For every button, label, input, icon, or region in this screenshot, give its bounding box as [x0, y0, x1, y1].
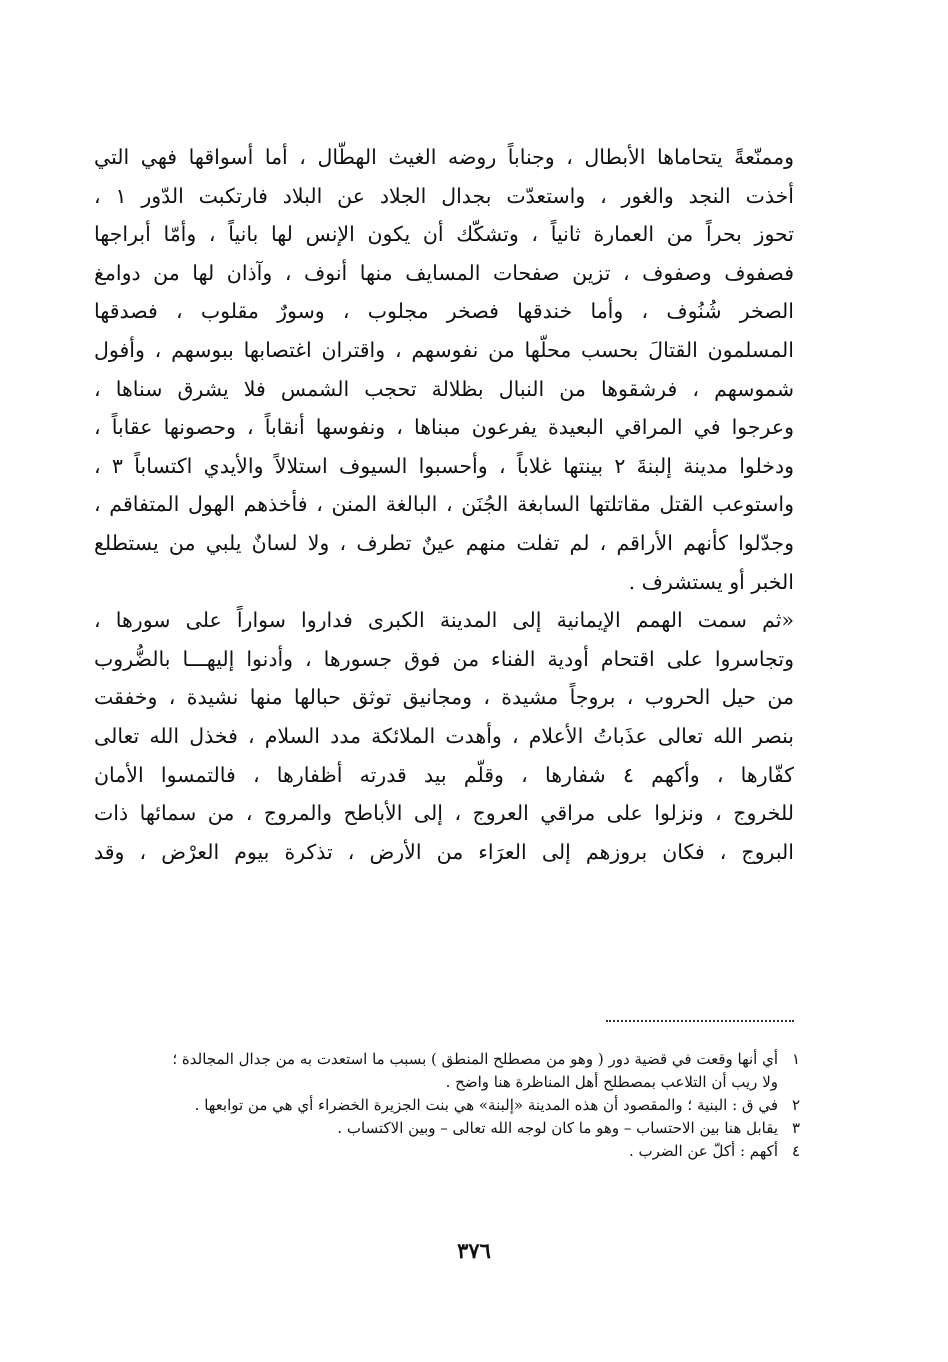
text-line: البروج ، فكان بروزهم إلى العرَاء من الأرض ، تذكرة بيوم العرْض ، وقد: [94, 839, 794, 864]
text-line: شموسهم ، فرشقوها من النبال بظلالة تحجب الشمس فلا يشرق سناها ،: [94, 376, 794, 401]
footnote-separator: [606, 1020, 794, 1022]
text-line: من حيل الحروب ، بروجاً مشيدة ، ومجانيق توثق حبالها منها نشيدة ، وخفقت: [94, 685, 794, 710]
footnote-text: يقابل هنا بين الاحتساب – وهو ما كان لوجه الله تعالى – وبين الاكتساب .: [337, 1119, 778, 1137]
text-line: بنصر الله تعالى عذَباتُ الأعلام ، وأهدت الملائكة مدد السلام ، فخذل الله تعالى: [94, 723, 794, 748]
footnotes: [110, 1048, 800, 1163]
main-text: [94, 138, 794, 871]
text-line: ودخلوا مدينة إلبنةَ ٢ بينتها غلاباً ، وأحسبوا السيوف استلالاً والأيدي اكتساباً ٣ ،: [94, 453, 794, 478]
text-line: وجدّلوا كأنهم الأراقم ، لم تفلت منهم عينٌ تطرف ، ولا لسانٌ يلبي من يستطلع: [94, 530, 794, 555]
footnote: [110, 1140, 800, 1163]
footnote-text: ولا ريب أن التلاعب بمصطلح أهل المناظرة هنا واضح .: [445, 1073, 778, 1091]
footnote: [110, 1048, 800, 1071]
footnote-text: أكهم : أكلّ عن الضرب .: [628, 1142, 778, 1160]
text-line: أخذت النجد والغور ، واستعدّت بجدال الجلاد عن البلاد فارتكبت الدّور ١ ،: [94, 183, 794, 208]
text-line: الخبر أو يستشرف .: [628, 569, 794, 594]
footnote-number: ٣: [791, 1119, 800, 1137]
page-number: ٣٧٦: [457, 1238, 491, 1263]
footnote: [110, 1117, 800, 1140]
text-line: تحوز بحراً من العمارة ثانياً ، وتشكّك أن يكون الإنس لها بانياً ، وأمّا أبراجها: [94, 222, 794, 247]
text-line: «ثم سمت الهمم الإيمانية إلى المدينة الكبرى فداروا سواراً على سورها ،: [94, 608, 794, 633]
text-line: وتجاسروا على اقتحام أودية الفناء من فوق جسورها ، وأدنوا إليهـــا بالضُّروب: [94, 646, 794, 671]
footnote-number: ٢: [791, 1096, 800, 1114]
footnote: [110, 1071, 800, 1094]
text-line: الصخر شُنُوف ، وأما خندقها فصخر مجلوب ، وسورٌ مقلوب ، فصدقها: [94, 299, 794, 324]
footnote-number: ١: [791, 1050, 800, 1068]
text-line: فصفوف وصفوف ، تزين صفحات المسايف منها أنوف ، وآذان لها من دوامغ: [94, 260, 794, 285]
text-line: وممنّعةً يتحاماها الأبطال ، وجناباً روضه الغيث الهطّال ، أما أسواقها فهي التي: [94, 145, 794, 169]
text-line: كفّارها ، وأكهم ٤ شفارها ، وقلّم بيد قدرته أظفارها ، فالتمسوا الأمان: [94, 762, 794, 787]
text-line: وعرجوا في المراقي البعيدة يفرعون مبناها ، ونفوسها أنقاباً ، وحصونها عقاباً ،: [94, 415, 794, 440]
footnote-text: في ق : البنية ؛ والمقصود أن هذه المدينة «إلبنة» هي بنت الجزيرة الخضراء أي هي من توابعها .: [194, 1096, 778, 1114]
footnote-number: ٤: [791, 1142, 800, 1160]
text-line: واستوعب القتل مقاتلتها السابغة الجُنَن ، البالغة المنن ، فأخذهم الهول المتفاقم ،: [94, 492, 794, 517]
footnote-text: أي أنها وقعت في قضية دور ( وهو من مصطلح المنطق ) بسبب ما استعدت به من جدال المجالدة ؛: [172, 1050, 778, 1068]
text-line: المسلمون القتالَ بحسب محلّها من نفوسهم ، واقتران اغتصابها ببوسهم ، وأفول: [94, 337, 794, 362]
text-line: للخروج ، ونزلوا على مراقي العروج ، إلى الأباطح والمروج ، من سمائها ذات: [94, 801, 794, 826]
footnote: [110, 1094, 800, 1117]
